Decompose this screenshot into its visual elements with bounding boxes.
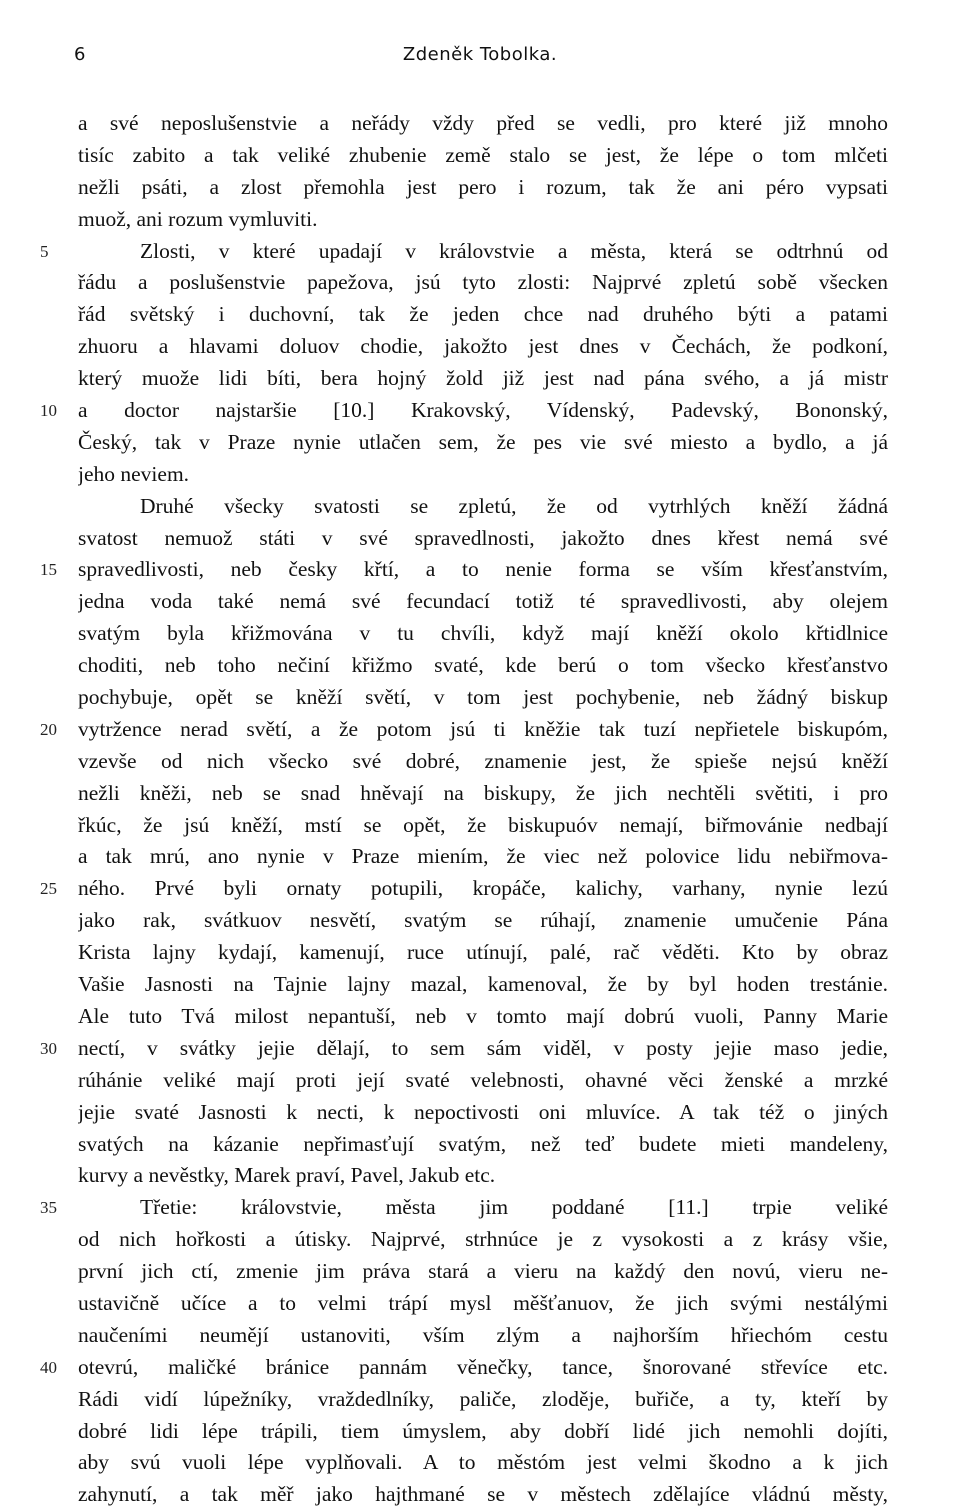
- text-line: [0, 1479, 960, 1511]
- line-text: nežli psáti, a zlost přemohla jest pero i rozum, tak že ani péro vypsati: [78, 174, 888, 199]
- text-line: [0, 267, 960, 299]
- line-number: 40: [40, 1357, 57, 1377]
- line-text: nežli kněži, neb se snad hněvají na biskupy, že jich nechtěli světiti, i pro: [78, 780, 888, 805]
- page-number: 6: [74, 44, 86, 65]
- text-line: [0, 1192, 960, 1224]
- line-text: jejie svaté Jasnosti k necti, k nepoctivosti oni mluvíce. A tak též o jiných: [78, 1099, 888, 1124]
- line-text: vytržence nerad světí, a že potom jsú ti kněžie tak tuzí nepřietele biskupóm,: [78, 716, 888, 741]
- text-line: [0, 1129, 960, 1161]
- line-number: 20: [40, 719, 57, 739]
- text-line: [0, 204, 960, 236]
- line-text: nectí, v svátky jejie dělají, to sem sám viděl, v posty jejie maso jedie,: [78, 1035, 888, 1060]
- line-text: Druhé všecky svatosti se zpletú, že od vytrhlých kněží žádná: [140, 493, 888, 518]
- text-line: [0, 1447, 960, 1479]
- line-text: řádu a poslušenstvie papežova, jsú tyto zlosti: Najprvé zpletú sobě všecken: [78, 270, 888, 295]
- text-line: [0, 1384, 960, 1416]
- text-line: [0, 714, 960, 746]
- text-line: [0, 172, 960, 204]
- running-title: Zdeněk Tobolka.: [402, 44, 558, 65]
- line-number: 15: [40, 560, 57, 580]
- text-line: [0, 554, 960, 586]
- text-line: [0, 1224, 960, 1256]
- line-number: 30: [40, 1038, 57, 1058]
- line-text: choditi, neb toho nečiní křižmo svaté, kde berú o tom všecko křesťanstvo: [78, 653, 888, 678]
- line-number: 5: [40, 241, 49, 261]
- text-line: [0, 905, 960, 937]
- text-line: [0, 873, 960, 905]
- text-line: [0, 236, 960, 268]
- line-text: Český, tak v Praze nynie utlačen sem, že pes vie své miesto a bydlo, a já: [78, 429, 888, 454]
- line-text: Třetie: královstvie, města jim poddané [11.] trpie veliké: [140, 1195, 888, 1220]
- line-text: jako rak, svátkuov nesvětí, svatým se rúhají, znamenie umučenie Pána: [78, 908, 888, 933]
- text-line: [0, 1033, 960, 1065]
- text-line: [0, 778, 960, 810]
- text-line: [0, 650, 960, 682]
- text-line: [0, 1288, 960, 1320]
- line-text: svatým byla křižmována v tu chvíli, když mají kněží okolo křtidlnice: [78, 621, 888, 646]
- line-text: tisíc zabito a tak veliké zhubenie země stalo se jest, že lépe o tom mlčeti: [78, 142, 888, 167]
- text-line: [0, 140, 960, 172]
- text-line: [0, 1320, 960, 1352]
- line-text: ustavičně učíce a to velmi trápí mysl měšťanuov, že jich svými nestálými: [78, 1290, 888, 1315]
- line-text: kurvy a nevěstky, Marek praví, Pavel, Jakub etc.: [78, 1163, 496, 1188]
- text-line: [0, 969, 960, 1001]
- text-line: [0, 299, 960, 331]
- line-number: 25: [40, 879, 57, 899]
- line-text: Rádi vidí lúpežníky, vraždedlníky, paliče, zloděje, buřiče, a ty, kteří by: [78, 1386, 888, 1411]
- text-line: [0, 1160, 960, 1192]
- line-text: muož, ani rozum vymluviti.: [78, 206, 318, 231]
- line-text: jeho neviem.: [78, 461, 190, 486]
- text-line: [0, 1256, 960, 1288]
- text-line: [0, 108, 960, 140]
- text-line: [0, 363, 960, 395]
- text-line: [0, 491, 960, 523]
- text-line: [0, 746, 960, 778]
- line-text: Vašie Jasnosti na Tajnie lajny mazal, kamenoval, že by byl hoden trestánie.: [78, 972, 888, 997]
- line-text: spravedlivosti, neb česky křtí, a to nenie forma se vším křesťanstvím,: [78, 557, 888, 582]
- line-text: a doctor najstaršie [10.] Krakovský, Vídenský, Padevský, Bononský,: [78, 398, 888, 423]
- text-line: [0, 841, 960, 873]
- line-text: Ale tuto Tvá milost nepantuší, neb v tomto mají dobrú vuoli, Panny Marie: [78, 1003, 888, 1028]
- line-text: otevrú, maličké bránice pannám věnečky, tance, šnorované střevíce etc.: [78, 1354, 888, 1379]
- text-line: [0, 1065, 960, 1097]
- line-text: jedna voda také nemá své fecundací totiž té spravedlivosti, aby olejem: [78, 589, 888, 614]
- text-line: [0, 618, 960, 650]
- line-text: zahynutí, a tak měř jako hajthmané se v městech zdělajíce vládnú městy,: [78, 1482, 888, 1507]
- line-text: rúhánie veliké mají proti její svaté velebnosti, ohavné věci ženské a mrzké: [78, 1067, 888, 1092]
- text-line: [0, 1416, 960, 1448]
- text-line: [0, 523, 960, 555]
- text-line: [0, 1352, 960, 1384]
- line-text: a tak mrú, ano nynie v Praze miením, že viec než polovice lidu nebiřmova-: [78, 844, 888, 869]
- line-text: zhuoru a hlavami doluov chodie, jakožto jest dnes v Čechách, že podkoní,: [78, 334, 888, 359]
- text-line: [0, 810, 960, 842]
- line-number: 10: [40, 401, 57, 421]
- line-text: pochybuje, opět se kněží světí, v tom jest pochybenie, neb žádný biskup: [78, 685, 888, 710]
- text-line: [0, 1097, 960, 1129]
- text-line: [0, 1001, 960, 1033]
- line-text: Zlosti, v které upadají v královstvie a města, která se odtrhnú od: [140, 238, 888, 263]
- text-line: [0, 395, 960, 427]
- page-body: [0, 108, 960, 1511]
- line-text: a své neposlušenstvie a neřády vždy před se vedli, pro které již mnoho: [78, 111, 888, 135]
- line-text: vzevše od nich všecko své dobré, znamenie jest, že spieše nejsú kněží: [78, 748, 888, 773]
- text-line: [0, 459, 960, 491]
- line-text: svatost nemuož státi v své spravedlnosti, jakožto dnes křest nemá své: [78, 525, 888, 550]
- line-text: řád světský i duchovní, tak že jeden chce nad druhého býti a patami: [78, 302, 888, 327]
- line-text: svatých na kázanie nepřimasťují svatým, než teď budete mieti mandeleny,: [78, 1131, 888, 1156]
- line-text: od nich hořkosti a útisky. Najprvé, strhnúce je z vysokosti a z krásy všie,: [78, 1227, 888, 1252]
- line-text: dobré lidi lépe trápili, tiem úmyslem, aby dobří lidé jich nemohli dojíti,: [78, 1418, 888, 1443]
- line-text: ného. Prvé byli ornaty potupili, kropáče, kalichy, varhany, nynie lezú: [78, 876, 888, 901]
- text-line: [0, 331, 960, 363]
- text-line: [0, 937, 960, 969]
- line-text: řkúc, že jsú kněží, mstí se opět, že biskupuóv nemají, biřmovánie nedbají: [78, 812, 888, 837]
- line-text: aby svú vuoli lépe vyplňovali. A to městóm jest velmi škodno a k jich: [78, 1450, 888, 1475]
- line-number: 35: [40, 1198, 57, 1218]
- line-text: první jich ctí, zmenie jim práva stará a vieru na každý den novú, vieru ne-: [78, 1259, 888, 1284]
- line-text: který muože lidi bíti, bera hojný žold již jest nad pána svého, a já mistr: [78, 366, 888, 391]
- text-line: [0, 586, 960, 618]
- line-text: Krista lajny kydají, kamenují, ruce utínují, palé, rač věděti. Kto by obraz: [78, 940, 888, 965]
- text-line: [0, 427, 960, 459]
- text-line: [0, 682, 960, 714]
- line-text: naučeními neumějí ustanoviti, vším zlým a najhorším hřiechóm cestu: [78, 1322, 888, 1347]
